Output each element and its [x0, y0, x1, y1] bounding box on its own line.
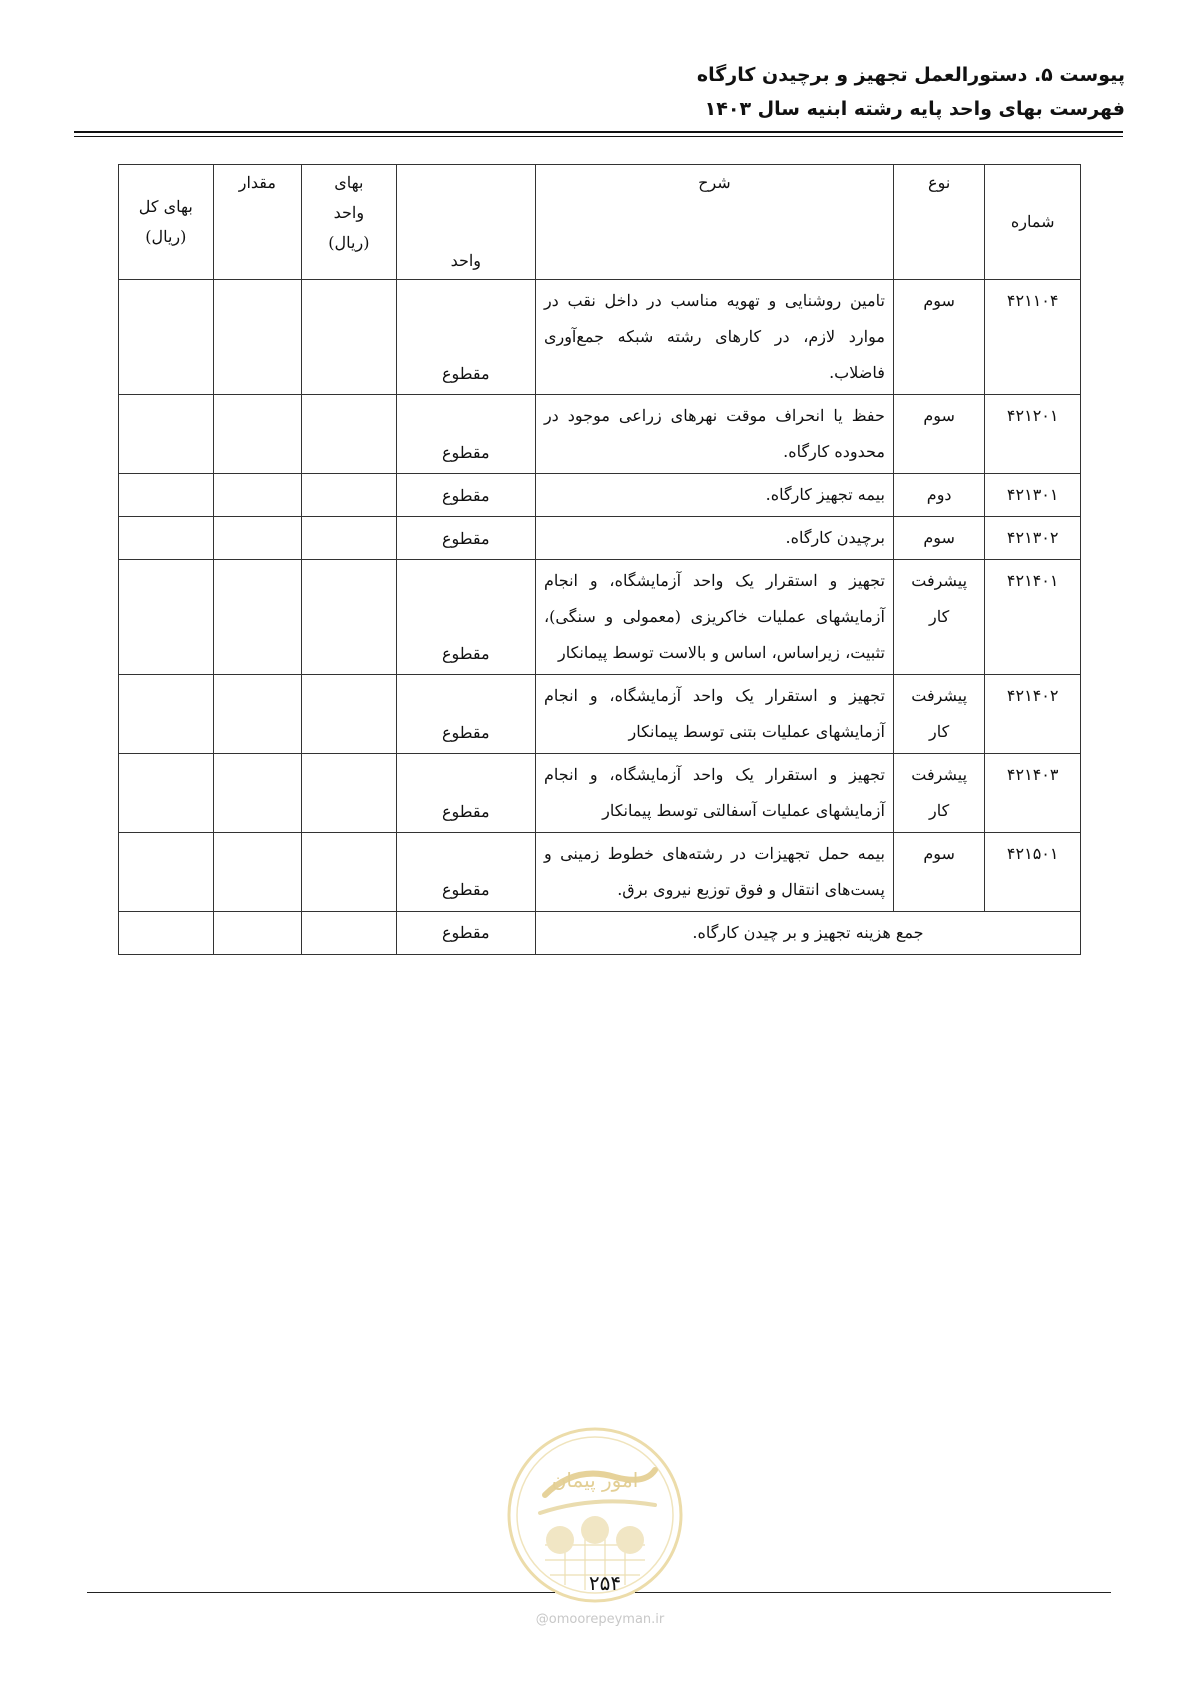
row-number: ۴۲۱۳۰۱	[985, 474, 1081, 517]
table-row	[119, 517, 1081, 560]
row-total-price	[119, 280, 214, 395]
row-total-price	[119, 474, 214, 517]
table-header-row	[119, 165, 1081, 280]
table-sum-row	[119, 912, 1081, 955]
row-description: تجهیز و استقرار یک واحد آزمایشگاه، و انجام آزمایشهای عملیات بتنی توسط پیمانکار	[535, 675, 893, 754]
header-subtitle: فهرست بهای واحد پایه رشته ابنیه سال ۱۴۰۳	[704, 98, 1125, 120]
row-number: ۴۲۱۵۰۱	[985, 833, 1081, 912]
row-type: پیشرفت کار	[893, 560, 985, 675]
table-row	[119, 675, 1081, 754]
row-total-price	[119, 675, 214, 754]
row-description: تامین روشنایی و تهویه مناسب در داخل نقب در موارد لازم، در کارهای رشته شبکه جمع‌آوری فاضلاب.	[535, 280, 893, 395]
row-unit: مقطوع	[396, 280, 535, 395]
row-total-price	[119, 517, 214, 560]
row-number: ۴۲۱۳۰۲	[985, 517, 1081, 560]
table-row	[119, 833, 1081, 912]
table-row	[119, 560, 1081, 675]
seal-text: امور پیمان	[551, 1468, 639, 1492]
row-unit-price	[302, 474, 397, 517]
header-quantity: مقدار	[213, 165, 301, 280]
row-description: حفظ یا انحراف موقت نهرهای زراعی موجود در محدوده کارگاه.	[535, 395, 893, 474]
row-description: تجهیز و استقرار یک واحد آزمایشگاه، و انجام آزمایشهای عملیات آسفالتی توسط پیمانکار	[535, 754, 893, 833]
header-number: شماره	[985, 165, 1081, 280]
row-type: سوم	[893, 280, 985, 395]
row-unit: مقطوع	[396, 395, 535, 474]
row-type: سوم	[893, 833, 985, 912]
row-type: سوم	[893, 517, 985, 560]
sum-unit: مقطوع	[396, 912, 535, 955]
row-unit: مقطوع	[396, 560, 535, 675]
website-watermark: @omoorepeyman.ir	[535, 1612, 665, 1627]
row-quantity	[213, 517, 301, 560]
header-description: شرح	[535, 165, 893, 280]
row-unit: مقطوع	[396, 474, 535, 517]
sum-unit-price	[302, 912, 397, 955]
row-unit-price	[302, 833, 397, 912]
header-title: پیوست ۵. دستورالعمل تجهیز و برچیدن کارگاه	[696, 64, 1125, 86]
row-type: سوم	[893, 395, 985, 474]
row-description: تجهیز و استقرار یک واحد آزمایشگاه، و انجام آزمایشهای عملیات خاکریزی (معمولی و سنگی)، تثبیت، زیراساس، اساس و بالاست توسط پیمانکار	[535, 560, 893, 675]
row-description: برچیدن کارگاه.	[535, 517, 893, 560]
table-row	[119, 754, 1081, 833]
header-rule-thin	[74, 136, 1123, 137]
row-quantity	[213, 675, 301, 754]
header-rule-thick	[74, 131, 1123, 133]
row-description: بیمه حمل تجهیزات در رشته‌های خطوط زمینی و پست‌های انتقال و فوق توزیع نیروی برق.	[535, 833, 893, 912]
table-row	[119, 395, 1081, 474]
row-unit-price	[302, 754, 397, 833]
sum-total-price	[119, 912, 214, 955]
header-total-price: بهای کل (ریال)	[119, 165, 214, 280]
row-number: ۴۲۱۲۰۱	[985, 395, 1081, 474]
row-number: ۴۲۱۱۰۴	[985, 280, 1081, 395]
row-total-price	[119, 833, 214, 912]
row-unit: مقطوع	[396, 517, 535, 560]
row-unit: مقطوع	[396, 675, 535, 754]
row-total-price	[119, 560, 214, 675]
row-number: ۴۲۱۴۰۱	[985, 560, 1081, 675]
row-unit: مقطوع	[396, 754, 535, 833]
row-quantity	[213, 754, 301, 833]
sum-label: جمع هزینه تجهیز و بر چیدن کارگاه.	[535, 912, 1080, 955]
row-quantity	[213, 833, 301, 912]
table-row	[119, 280, 1081, 395]
row-total-price	[119, 395, 214, 474]
header-type: نوع	[893, 165, 985, 280]
header-unit: واحد	[396, 165, 535, 280]
row-number: ۴۲۱۴۰۳	[985, 754, 1081, 833]
row-number: ۴۲۱۴۰۲	[985, 675, 1081, 754]
table-row	[119, 474, 1081, 517]
row-unit-price	[302, 280, 397, 395]
row-quantity	[213, 560, 301, 675]
row-unit-price	[302, 560, 397, 675]
header-unit-price: بهای واحد (ریال)	[302, 165, 397, 280]
row-type: پیشرفت کار	[893, 754, 985, 833]
row-total-price	[119, 754, 214, 833]
row-unit-price	[302, 395, 397, 474]
row-unit-price	[302, 675, 397, 754]
row-type: پیشرفت کار	[893, 675, 985, 754]
page-number: ۲۵۴	[588, 1571, 622, 1595]
row-quantity	[213, 395, 301, 474]
footer-line-right	[635, 1592, 1111, 1593]
row-unit-price	[302, 517, 397, 560]
row-description: بیمه تجهیز کارگاه.	[535, 474, 893, 517]
row-quantity	[213, 474, 301, 517]
row-unit: مقطوع	[396, 833, 535, 912]
page-header	[697, 58, 1125, 126]
sum-quantity	[213, 912, 301, 955]
footer-line-left	[87, 1592, 555, 1593]
row-type: دوم	[893, 474, 985, 517]
row-quantity	[213, 280, 301, 395]
price-list-table	[118, 164, 1081, 955]
